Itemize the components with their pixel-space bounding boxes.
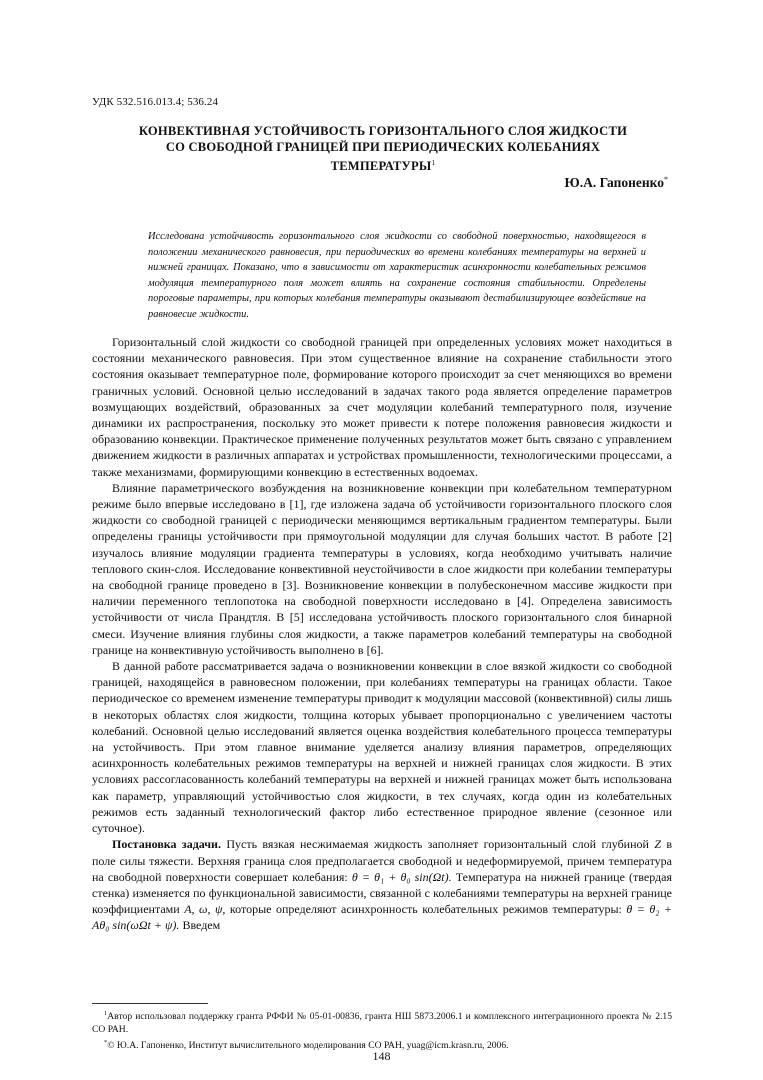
paragraph-3: В данной работе рассматривается задача о возникновении конвекции в слое вязкой жидкости со свободной границей, находящейся в равновесном положении, при колебаниях температуры на границах области. Такое периодическое со временем изменение температуры приводит к модуляции массовой (конвективной) силы лишь в некоторых областях слоя жидкости, толщина которых убывает пропорционально с увеличением частоты колебаний. Основной целью исследований является оценка воздействия колебательного процесса температуры на устойчивость. При этом главное внимание уделяется анализу влияния параметров, определяющих асинхронность колебательных режимов температуры на верхней и нижней границах слоя жидкости. В этих условиях рассогласованность колебаний температуры на верхней и нижней границах может быть использована как параметр, управляющий устойчивостью слоя жидкости, в тех случаях, когда один из колебательных режимов есть заданный технологический фактор либо естественное природное явление (сезонное или суточное).: [92, 659, 672, 836]
footnotes: [92, 1007, 672, 1052]
equation-upper: θ = θ₁ + θ₀ sin(Ωt).: [351, 869, 452, 884]
title-line-3: ТЕМПЕРАТУРЫ$^1$: [330, 158, 436, 173]
math-z: Z: [654, 837, 661, 852]
title-footnote-mark: 1: [431, 158, 436, 167]
article-title: [88, 123, 678, 174]
author-mark: *: [664, 175, 668, 184]
footnote-1: $^1$Автор использовал поддержку гранта РФФИ № 05-01-00836, гранта НШ 5873.2006.1 и комплексного интеграционного проекта № 2.15 СО РАН.: [92, 1010, 672, 1035]
page-number: 148: [372, 1049, 391, 1063]
paragraph-2: Влияние параметрического возбуждения на возникновение конвекции при колебательном температурном режиме было впервые исследовано в [1], где изложена задача об устойчивости горизонтального плоского слоя жидкости со свободной границей с периодически меняющимся вертикальным градиентом температуры. Были определены границы устойчивости при прямоугольной модуляции для случая больших частот. В работе [2] изучалось влияние модуляции градиента температуры в условиях, когда необходимо учитывать наличие теплового скин-слоя. Исследование конвективной неустойчивости в слое жидкости при колебании температуры на свободной границе проведено в [3]. Возникновение конвекции в полубесконечном массиве жидкости при наличии переменного теплопотока на свободной поверхности исследовано в [4]. Определена зависимость устойчивости от числа Прандтля. В [5] исследована устойчивость плоского горизонтального слоя бинарной смеси. Изучение влияния глубины слоя жидкости, а также параметров колебаний температуры на свободной границе на конвективную устойчивость выполнено в [6].: [92, 480, 672, 657]
section-heading: Постановка задачи.: [112, 837, 221, 852]
math-coefficients: A, ω, ψ,: [184, 902, 226, 917]
author-name: Ю.А. Гапоненко*: [564, 175, 668, 190]
paragraph-1: Горизонтальный слой жидкости со свободной границей при определенных условиях может находиться в состоянии механического равновесия. При этом существенное влияние на сохранение стабильности этого состояния оказывает температурное поле, формирование которого происходит за счет меняющихся во времени граничных условий. Основной целью исследований в задачах такого рода является определение параметров возмущающих воздействий, образованных за счет модуляции колебаний температурного поля, изучение динамики их распространения, поскольку это может привести к потере положения равновесия жидкости и образованию конвекции. Практическое применение полученных результатов может быть связано с управлением движением жидкости в различных аппаратах и устройствах промышленности, технологическими процессами, а также механизмами, формирующими конвекцию в естественных водоемах.: [92, 335, 672, 479]
footnote-rule: [92, 1003, 208, 1004]
title-line-1: КОНВЕКТИВНАЯ УСТОЙЧИВОСТЬ ГОРИЗОНТАЛЬНОГО СЛОЯ ЖИДКОСТИ: [138, 124, 628, 138]
abstract: Исследована устойчивость горизонтального слоя жидкости со свободной поверхностью, находящегося в положении механического равновесия, при периодических во времени колебаниях температуры на верхней и нижней границах. Показано, что в зависимости от характеристик асинхронности колебательных режимов модуляция температурного поля может влиять на сохранение состояния стабильности. Определены пороговые параметры, при которых колебания температуры оказывают дестабилизирующее воздействие на равновесие жидкости.: [148, 231, 646, 320]
article-body: [92, 334, 672, 934]
udk-code: УДК 532.516.013.4; 536.24: [92, 96, 219, 108]
equation-lower: θ = θ₂ + Aθ₀ sin(ωΩt + ψ).: [92, 902, 673, 933]
paragraph-4: Постановка задачи. Пусть вязкая несжимаемая жидкость заполняет горизонтальный слой глубиной Z в поле силы тяжести. Верхняя граница слоя предполагается свободной и недеформируемой, причем температура на свободной поверхности совершает колебания: θ = θ₁ + θ₀ sin(Ωt). Температура на нижней границе (твердая стенка) изменяется по функциональной зависимости, связанной с колебаниями температуры на верхней границе коэффициентами A, ω, ψ, которые определяют асинхронность колебательных режимов температуры: θ = θ₂ + Aθ₀ sin(ωΩt + ψ). Введем: [92, 837, 673, 933]
title-line-2: СО СВОБОДНОЙ ГРАНИЦЕЙ ПРИ ПЕРИОДИЧЕСКИХ КОЛЕБАНИЯХ: [165, 140, 601, 154]
footnote-2: *© Ю.А. Гапоненко, Институт вычислительного моделирования СО РАН, yuag@icm.krasn.ru, 2006.: [104, 1039, 509, 1051]
